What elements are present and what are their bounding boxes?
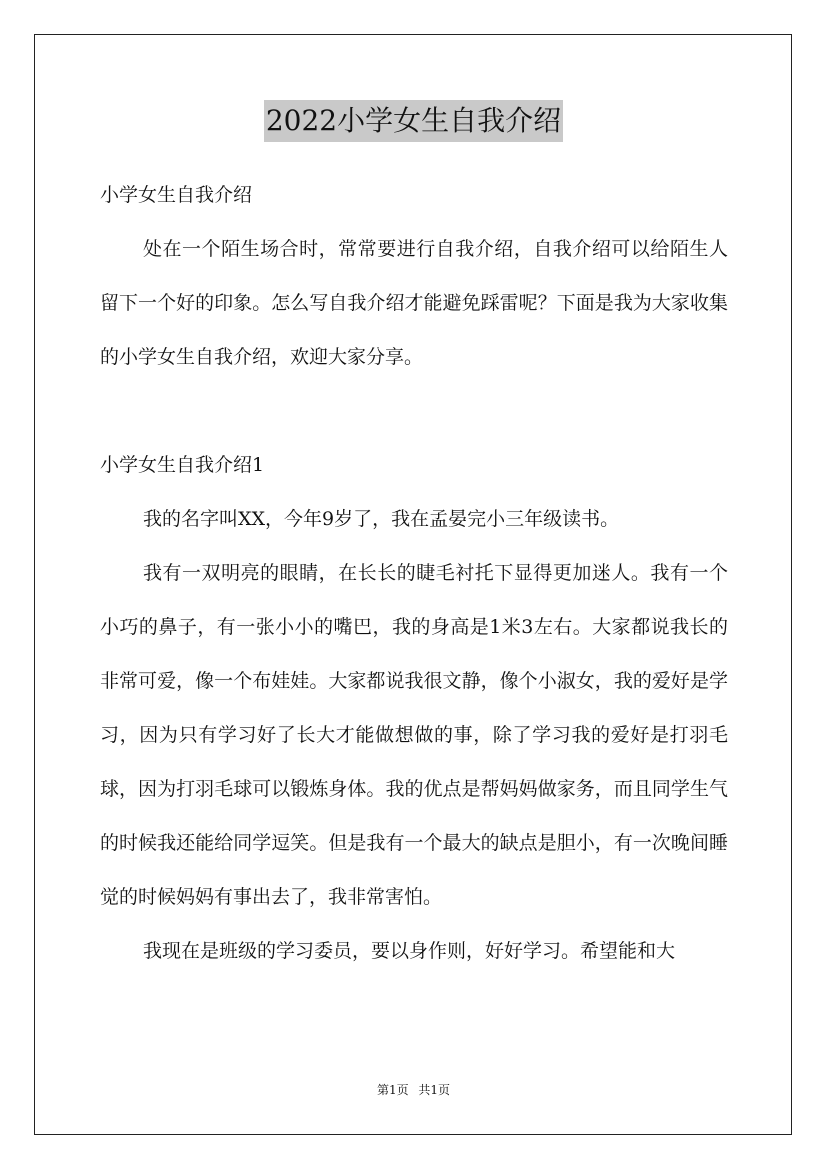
section-heading: 小学女生自我介绍1 <box>100 454 265 476</box>
paragraph: 我有一双明亮的眼睛，在长长的睫毛衬托下显得更加迷人。我有一个小巧的鼻子，有一张小小的嘴巴，我的身高是1米3左右。大家都说我长的非常可爱，像一个布娃娃。大家都说我很文静，像个小淑女，我的爱好是学习，因为只有学习好了长大才能做想做的事，除了学习我的爱好是打羽毛球，因为打羽毛球可以锻炼身体。我的优点是帮妈妈做家务，而且同学生气的时候我还能给同学逗笑。但是我有一个最大的缺点是胆小，有一次晚间睡觉的时候妈妈有事出去了，我非常害怕。 <box>100 562 728 908</box>
page-total: 共1页 <box>418 1083 451 1097</box>
document-body <box>100 168 728 978</box>
document-title: 2022小学女生自我介绍 <box>264 100 563 142</box>
paragraph: 处在一个陌生场合时，常常要进行自我介绍，自我介绍可以给陌生人留下一个好的印象。怎么写自我介绍才能避免踩雷呢？下面是我为大家收集的小学女生自我介绍，欢迎大家分享。 <box>100 238 728 368</box>
section-heading: 小学女生自我介绍 <box>100 184 253 206</box>
page-footer <box>0 1082 827 1098</box>
section-spacer <box>100 384 728 438</box>
page-number: 第1页 <box>376 1083 409 1097</box>
paragraph: 我的名字叫XX，今年9岁了，我在孟晏完小三年级读书。 <box>143 508 620 530</box>
title-container <box>0 100 827 142</box>
paragraph: 我现在是班级的学习委员，要以身作则，好好学习。希望能和大 <box>143 940 676 962</box>
